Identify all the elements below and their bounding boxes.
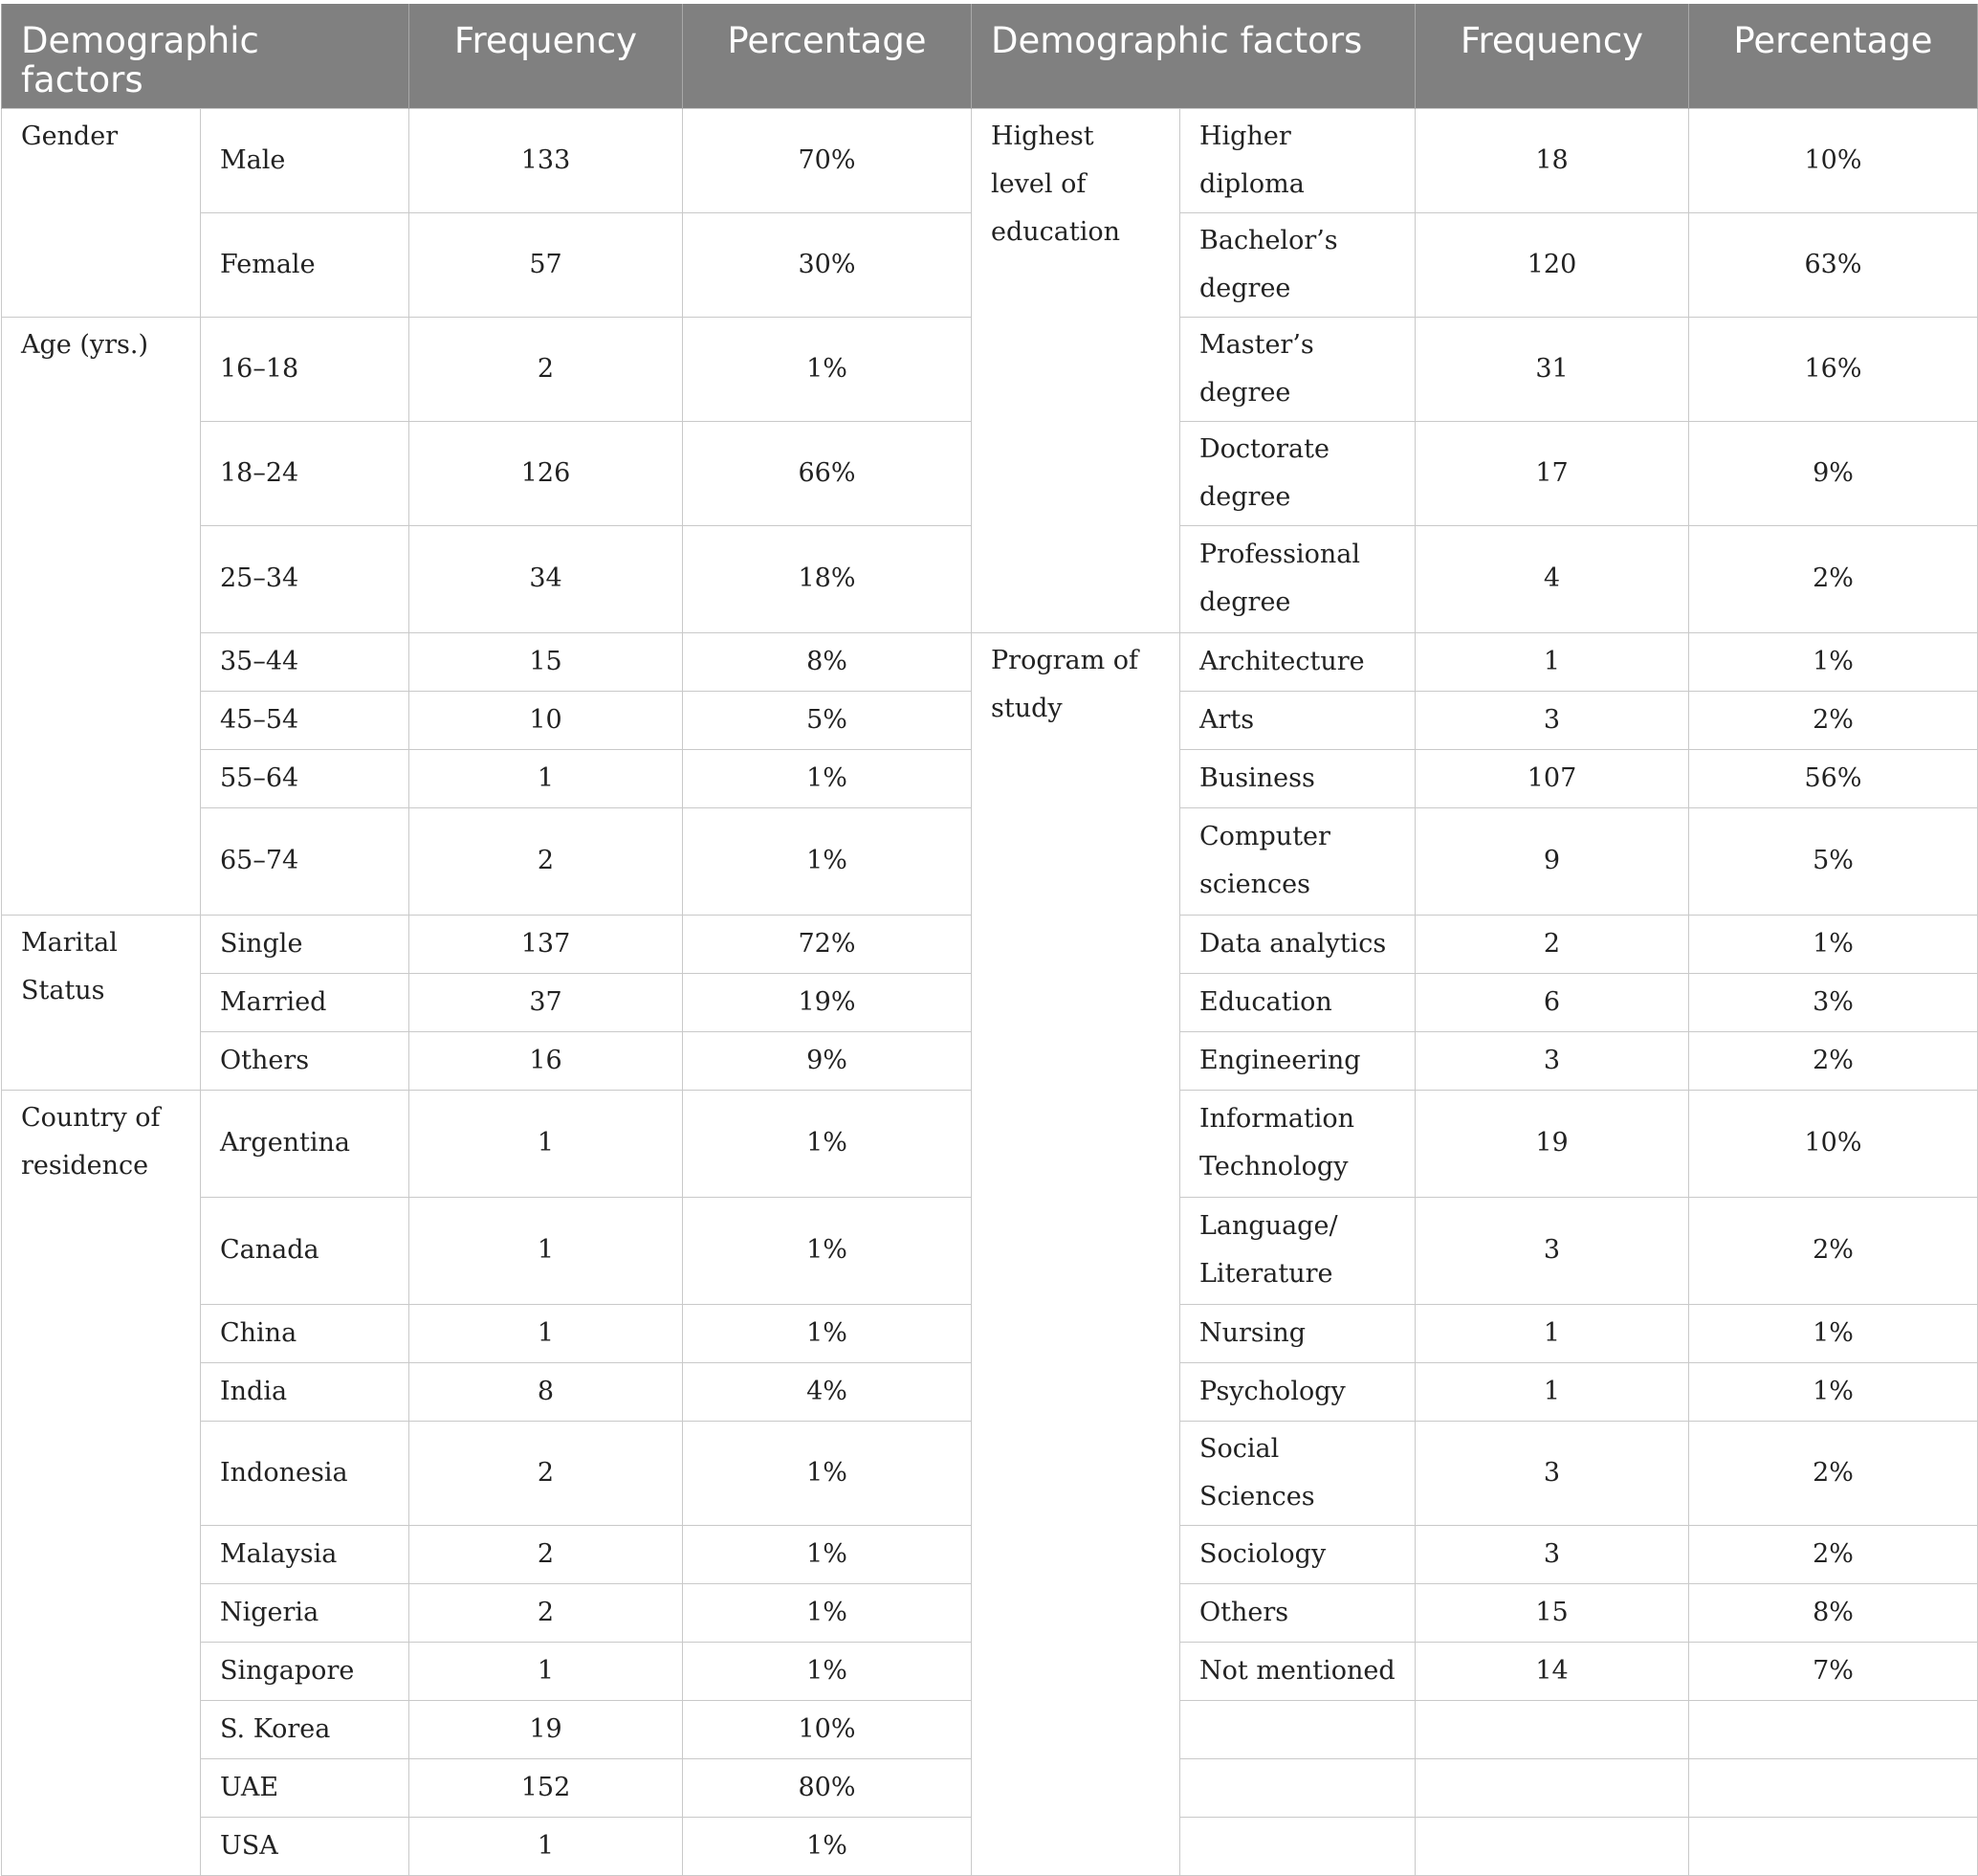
item-name: Malaysia (201, 1525, 409, 1583)
item-frequency: 31 (1416, 317, 1689, 421)
header-demographic-left: Demographic factors (2, 4, 409, 108)
item-percentage: 5% (683, 691, 972, 749)
item-name: Language/ Literature (1180, 1197, 1416, 1304)
item-frequency: 1 (409, 1197, 683, 1304)
item-frequency: 19 (409, 1700, 683, 1758)
item-percentage: 18% (683, 525, 972, 632)
item-percentage: 72% (683, 915, 972, 973)
item-name: Doctorate degree (1180, 421, 1416, 525)
item-frequency: 2 (409, 1525, 683, 1583)
item-name: Arts (1180, 691, 1416, 749)
item-percentage: 2% (1689, 1421, 1978, 1525)
item-name: 16–18 (201, 317, 409, 421)
item-percentage: 2% (1689, 691, 1978, 749)
item-percentage: 2% (1689, 1031, 1978, 1090)
item-percentage: 56% (1689, 749, 1978, 807)
item-percentage: 1% (683, 807, 972, 915)
item-name: Psychology (1180, 1362, 1416, 1421)
item-frequency: 6 (1416, 973, 1689, 1031)
item-name: Canada (201, 1197, 409, 1304)
empty-cell (1416, 1758, 1689, 1817)
item-frequency: 4 (1416, 525, 1689, 632)
item-name: Data analytics (1180, 915, 1416, 973)
group-label-program: Program of study (972, 632, 1180, 1875)
item-name: Nigeria (201, 1583, 409, 1642)
item-name: Professional degree (1180, 525, 1416, 632)
item-percentage: 1% (1689, 915, 1978, 973)
group-label-marital: Marital Status (2, 915, 201, 1090)
demographics-table-wrapper (0, 4, 1978, 1876)
item-frequency: 17 (1416, 421, 1689, 525)
item-frequency: 107 (1416, 749, 1689, 807)
item-percentage: 16% (1689, 317, 1978, 421)
item-frequency: 15 (409, 632, 683, 691)
item-percentage: 10% (1689, 108, 1978, 212)
item-percentage: 1% (683, 317, 972, 421)
item-percentage: 1% (683, 1421, 972, 1525)
item-name: Others (201, 1031, 409, 1090)
item-name: Education (1180, 973, 1416, 1031)
empty-cell (1689, 1817, 1978, 1875)
item-frequency: 34 (409, 525, 683, 632)
item-frequency: 1 (409, 1817, 683, 1875)
empty-cell (1689, 1758, 1978, 1817)
item-frequency: 1 (409, 1304, 683, 1362)
demographics-table (1, 4, 1978, 1876)
item-name: Single (201, 915, 409, 973)
item-name: Indonesia (201, 1421, 409, 1525)
item-frequency: 1 (409, 1642, 683, 1700)
item-frequency: 3 (1416, 1197, 1689, 1304)
item-percentage: 8% (1689, 1583, 1978, 1642)
item-name: Higher diploma (1180, 108, 1416, 212)
item-name: Female (201, 212, 409, 317)
header-demographic-right: Demographic factors (972, 4, 1416, 108)
item-percentage: 2% (1689, 1525, 1978, 1583)
item-frequency: 1 (1416, 632, 1689, 691)
item-percentage: 1% (683, 1642, 972, 1700)
item-frequency: 1 (409, 749, 683, 807)
item-percentage: 10% (1689, 1090, 1978, 1197)
item-percentage: 19% (683, 973, 972, 1031)
table-row (2, 108, 1978, 212)
item-percentage: 30% (683, 212, 972, 317)
item-name: UAE (201, 1758, 409, 1817)
item-frequency: 18 (1416, 108, 1689, 212)
header-frequency-right: Frequency (1416, 4, 1689, 108)
item-percentage: 9% (683, 1031, 972, 1090)
item-name: 18–24 (201, 421, 409, 525)
item-frequency: 10 (409, 691, 683, 749)
item-name: Sociology (1180, 1525, 1416, 1583)
item-percentage: 70% (683, 108, 972, 212)
item-frequency: 120 (1416, 212, 1689, 317)
empty-cell (1416, 1700, 1689, 1758)
item-name: Married (201, 973, 409, 1031)
item-frequency: 2 (409, 807, 683, 915)
item-frequency: 2 (409, 1421, 683, 1525)
item-name: Singapore (201, 1642, 409, 1700)
item-name: 55–64 (201, 749, 409, 807)
item-frequency: 14 (1416, 1642, 1689, 1700)
item-frequency: 126 (409, 421, 683, 525)
item-name: Not mentioned (1180, 1642, 1416, 1700)
item-percentage: 2% (1689, 1197, 1978, 1304)
item-percentage: 1% (1689, 1304, 1978, 1362)
empty-cell (1180, 1700, 1416, 1758)
item-name: S. Korea (201, 1700, 409, 1758)
item-frequency: 3 (1416, 1525, 1689, 1583)
item-name: Male (201, 108, 409, 212)
item-name: 65–74 (201, 807, 409, 915)
item-name: Argentina (201, 1090, 409, 1197)
item-percentage: 1% (683, 1583, 972, 1642)
item-name: Nursing (1180, 1304, 1416, 1362)
item-frequency: 3 (1416, 1421, 1689, 1525)
item-percentage: 1% (683, 1090, 972, 1197)
item-percentage: 4% (683, 1362, 972, 1421)
item-percentage: 3% (1689, 973, 1978, 1031)
header-percentage-left: Percentage (683, 4, 972, 108)
empty-cell (1689, 1700, 1978, 1758)
item-frequency: 1 (409, 1090, 683, 1197)
item-name: 35–44 (201, 632, 409, 691)
item-name: USA (201, 1817, 409, 1875)
item-percentage: 1% (683, 1197, 972, 1304)
item-percentage: 2% (1689, 525, 1978, 632)
item-percentage: 80% (683, 1758, 972, 1817)
item-frequency: 57 (409, 212, 683, 317)
item-percentage: 63% (1689, 212, 1978, 317)
item-name: Engineering (1180, 1031, 1416, 1090)
item-percentage: 5% (1689, 807, 1978, 915)
header-percentage-right: Percentage (1689, 4, 1978, 108)
item-percentage: 1% (683, 1525, 972, 1583)
item-percentage: 1% (683, 749, 972, 807)
item-frequency: 2 (1416, 915, 1689, 973)
item-frequency: 8 (409, 1362, 683, 1421)
item-frequency: 16 (409, 1031, 683, 1090)
item-frequency: 2 (409, 1583, 683, 1642)
item-name: Information Technology (1180, 1090, 1416, 1197)
item-name: Business (1180, 749, 1416, 807)
item-frequency: 37 (409, 973, 683, 1031)
item-frequency: 19 (1416, 1090, 1689, 1197)
item-percentage: 1% (1689, 1362, 1978, 1421)
item-name: Others (1180, 1583, 1416, 1642)
item-percentage: 9% (1689, 421, 1978, 525)
item-frequency: 1 (1416, 1304, 1689, 1362)
item-name: 25–34 (201, 525, 409, 632)
item-percentage: 1% (1689, 632, 1978, 691)
item-name: India (201, 1362, 409, 1421)
table-body (2, 108, 1978, 1875)
item-frequency: 9 (1416, 807, 1689, 915)
item-frequency: 15 (1416, 1583, 1689, 1642)
item-frequency: 2 (409, 317, 683, 421)
empty-cell (1180, 1817, 1416, 1875)
item-frequency: 133 (409, 108, 683, 212)
item-name: 45–54 (201, 691, 409, 749)
empty-cell (1416, 1817, 1689, 1875)
item-percentage: 8% (683, 632, 972, 691)
header-row (2, 4, 1978, 108)
item-frequency: 3 (1416, 691, 1689, 749)
item-frequency: 137 (409, 915, 683, 973)
item-name: Social Sciences (1180, 1421, 1416, 1525)
item-percentage: 66% (683, 421, 972, 525)
table-row (2, 632, 1978, 691)
item-name: Bachelor’s degree (1180, 212, 1416, 317)
item-frequency: 152 (409, 1758, 683, 1817)
item-percentage: 1% (683, 1304, 972, 1362)
group-label-country: Country of residence (2, 1090, 201, 1875)
header-frequency-left: Frequency (409, 4, 683, 108)
item-percentage: 1% (683, 1817, 972, 1875)
group-label-age: Age (yrs.) (2, 317, 201, 915)
item-frequency: 1 (1416, 1362, 1689, 1421)
group-label-education: Highest level of education (972, 108, 1180, 632)
item-percentage: 7% (1689, 1642, 1978, 1700)
item-percentage: 10% (683, 1700, 972, 1758)
item-name: Master’s degree (1180, 317, 1416, 421)
item-frequency: 3 (1416, 1031, 1689, 1090)
item-name: China (201, 1304, 409, 1362)
item-name: Computer sciences (1180, 807, 1416, 915)
group-label-gender: Gender (2, 108, 201, 317)
item-name: Architecture (1180, 632, 1416, 691)
empty-cell (1180, 1758, 1416, 1817)
